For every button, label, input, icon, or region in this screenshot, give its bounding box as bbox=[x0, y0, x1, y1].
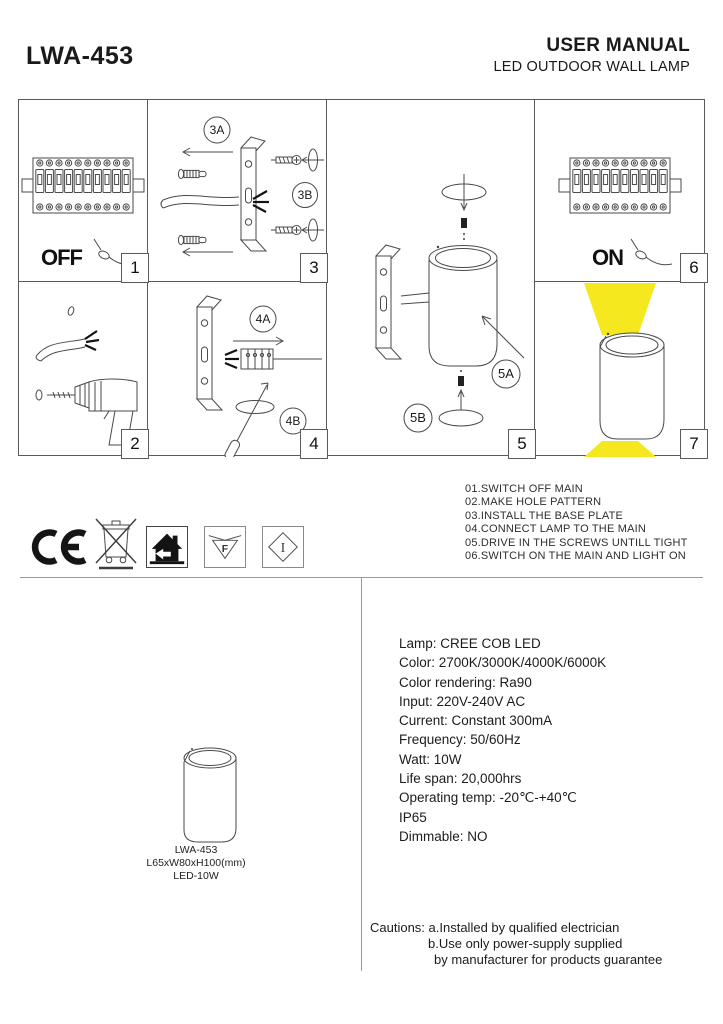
panel-number-4: 4 bbox=[300, 429, 328, 459]
page-title-model: LWA-453 bbox=[26, 42, 134, 70]
installation-steps bbox=[465, 483, 688, 563]
panel-number-5: 5 bbox=[508, 429, 536, 459]
step-item: 03.INSTALL THE BASE PLATE bbox=[465, 509, 624, 522]
spec-line: Life span: 20,000hrs bbox=[399, 771, 522, 787]
caution-line: by manufacturer for products guarantee bbox=[434, 952, 663, 967]
svg-text:3B: 3B bbox=[297, 188, 313, 202]
product-power: LED-10W bbox=[173, 870, 219, 882]
specifications-list bbox=[399, 634, 606, 846]
manual-subtitle: LED OUTDOOR WALL LAMP bbox=[493, 59, 690, 75]
installation-grid bbox=[18, 99, 705, 456]
step-item: 02.MAKE HOLE PATTERN bbox=[465, 496, 602, 509]
mounting-bracket-icon bbox=[197, 296, 222, 410]
svg-text:5B: 5B bbox=[410, 410, 426, 425]
screw-icon bbox=[271, 156, 301, 165]
ce-mark-icon bbox=[30, 527, 88, 567]
svg-text:4B: 4B bbox=[285, 414, 301, 428]
panel-number-3: 3 bbox=[300, 253, 328, 283]
product-model: LWA-453 bbox=[174, 844, 218, 856]
product-caption bbox=[136, 844, 256, 883]
product-dimensions: L65xW80xH100(mm) bbox=[146, 857, 246, 869]
svg-text:4A: 4A bbox=[255, 312, 271, 326]
light-beam-up bbox=[584, 283, 656, 335]
caution-line: b.Use only power-supply supplied bbox=[428, 936, 623, 951]
panel-number-2: 2 bbox=[121, 429, 149, 459]
mounting-bracket-icon bbox=[376, 245, 401, 359]
header-right bbox=[494, 35, 691, 75]
spec-line: Frequency: 50/60Hz bbox=[399, 732, 521, 748]
panel-number-7: 7 bbox=[680, 429, 708, 459]
step-item: 04.CONNECT LAMP TO THE MAIN bbox=[465, 523, 647, 536]
manual-title: USER MANUAL bbox=[546, 35, 690, 56]
spec-line: Input: 220V-240V AC bbox=[399, 693, 526, 709]
cautions-block bbox=[370, 920, 662, 968]
wall-anchor-icon bbox=[178, 235, 206, 244]
product-dimension-drawing bbox=[148, 738, 244, 843]
spec-line: Dimmable: NO bbox=[399, 828, 488, 844]
spec-line: Watt: 10W bbox=[399, 751, 462, 767]
class-one-diamond-icon bbox=[262, 526, 304, 568]
vertical-divider bbox=[361, 577, 362, 971]
rotate-arrow-icon bbox=[302, 219, 324, 241]
pointing-hand-icon bbox=[631, 239, 672, 265]
svg-text:5A: 5A bbox=[498, 366, 514, 381]
step-item: 01.SWITCH OFF MAIN bbox=[465, 483, 583, 495]
spec-line: Operating temp: -20℃-+40℃ bbox=[399, 790, 577, 806]
spec-line: Lamp: CREE COB LED bbox=[399, 636, 541, 651]
off-label: OFF bbox=[41, 245, 82, 270]
weee-crossed-bin-icon bbox=[93, 515, 139, 573]
rotate-arrow-icon bbox=[302, 149, 324, 171]
spec-line: IP65 bbox=[399, 809, 427, 825]
f-mark-icon bbox=[204, 526, 246, 568]
svg-text:I: I bbox=[280, 539, 286, 555]
house-indoor-outdoor-icon bbox=[146, 526, 188, 568]
svg-text:F: F bbox=[221, 543, 229, 555]
spec-line: Color rendering: Ra90 bbox=[399, 674, 532, 690]
screw-icon bbox=[271, 226, 301, 235]
step-item: 06.SWITCH ON THE MAIN AND LIGHT ON bbox=[465, 550, 686, 563]
on-label: ON bbox=[592, 245, 623, 270]
spec-line: Current: Constant 300mA bbox=[399, 713, 553, 729]
spec-line: Color: 2700K/3000K/4000K/6000K bbox=[399, 655, 607, 671]
panel-number-6: 6 bbox=[680, 253, 708, 283]
lamp-mounting-illustration bbox=[326, 100, 534, 457]
svg-text:3A: 3A bbox=[209, 123, 225, 137]
light-beam-down bbox=[584, 441, 656, 457]
step-item: 05.DRIVE IN THE SCREWS UNTILL TIGHT bbox=[465, 536, 688, 549]
caution-line: Cautions: a.Installed by qualified electrician bbox=[370, 920, 620, 935]
wall-anchor-icon bbox=[178, 169, 206, 178]
panel-number-1: 1 bbox=[121, 253, 149, 283]
